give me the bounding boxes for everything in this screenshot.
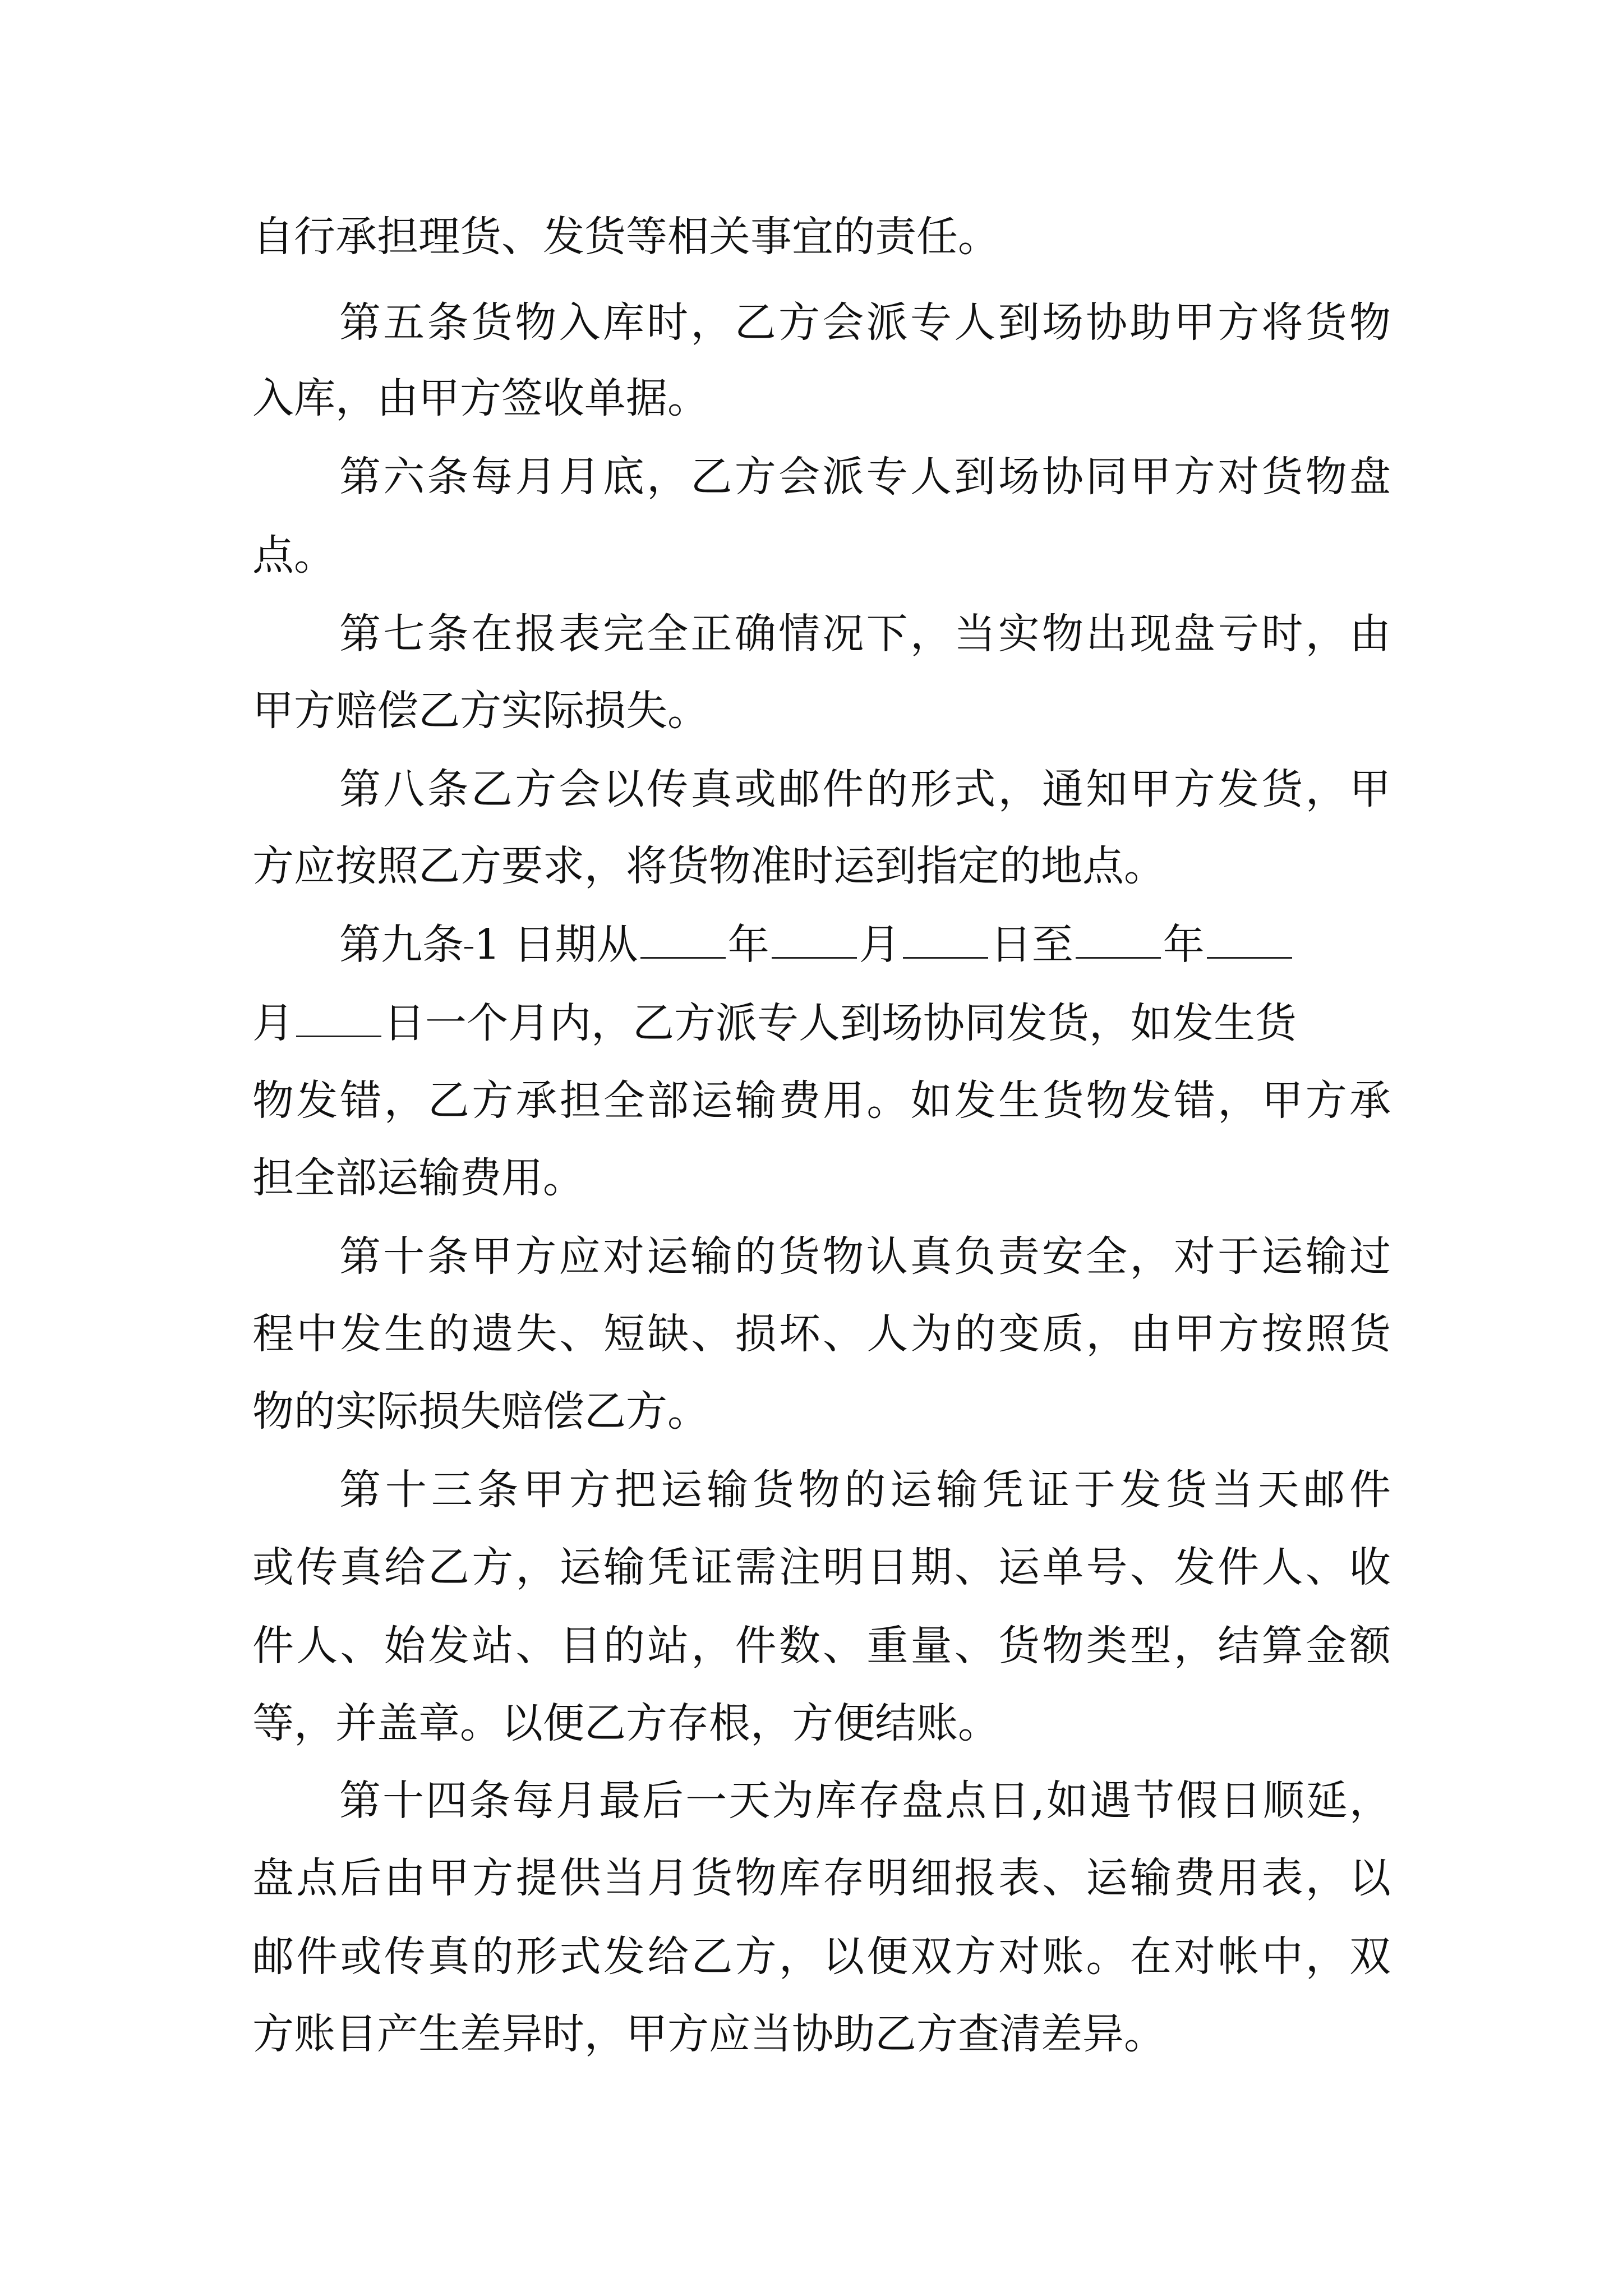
- date-blank: [640, 918, 726, 959]
- date-blank: [1076, 918, 1161, 959]
- text-line: 物发错，乙方承担全部运输费用。如发生货物发错，甲方承: [252, 1076, 1391, 1125]
- clause-nine-dash: [464, 947, 473, 949]
- text-line: 第十条甲方应对运输的货物认真负责安全，对于运输过: [339, 1232, 1391, 1281]
- date-blank: [1207, 918, 1292, 959]
- text-line: 方账目产生差异时，甲方应当协助乙方查清差异。: [252, 2010, 1165, 2058]
- month-label: 月: [859, 921, 901, 969]
- text-line: 程中发生的遗失、短缺、损坏、人为的变质，由甲方按照货: [252, 1310, 1391, 1358]
- text-line: 自行承担理货、发货等相关事宜的责任。: [252, 213, 999, 261]
- date-blank: [903, 918, 988, 959]
- text-line: 第七条在报表完全正确情况下，当实物出现盘亏时，由: [339, 610, 1391, 658]
- text-segment: 日一个月内，乙方派专人到场协同发货，如发生货: [384, 999, 1297, 1047]
- day-to-label: 日至: [990, 921, 1073, 969]
- date-blank: [296, 996, 381, 1037]
- text-line: 件人、始发站、目的站，件数、重量、货物类型，结算金额: [252, 1622, 1391, 1670]
- text-line: 方应按照乙方要求，将货物准时运到指定的地点。: [252, 842, 1165, 890]
- text-line: 第十三条甲方把运输货物的运输凭证于发货当天邮件: [339, 1466, 1391, 1514]
- text-line: 等，并盖章。以便乙方存根，方便结账。: [252, 1699, 999, 1747]
- month-label: 月: [252, 999, 294, 1047]
- date-blank: [772, 918, 857, 959]
- text-line: 邮件或传真的形式发给乙方，以便双方对账。在对帐中，双: [252, 1932, 1391, 1981]
- text-line: 担全部运输费用。: [252, 1154, 584, 1202]
- clause-nine-heading: 第九条: [339, 921, 464, 969]
- text-line: 点。: [252, 531, 335, 579]
- text-line: 或传真给乙方，运输凭证需注明日期、运单号、发件人、收: [252, 1543, 1391, 1591]
- text-line: 物的实际损失赔偿乙方。: [252, 1387, 709, 1435]
- text-line: 第五条货物入库时，乙方会派专人到场协助甲方将货物: [339, 298, 1391, 347]
- year-label: 年: [1163, 921, 1205, 969]
- text-line: 第八条乙方会以传真或邮件的形式，通知甲方发货，甲: [339, 765, 1391, 813]
- clause-nine-line: [252, 984, 1391, 1062]
- text-line: 第十四条每月最后一天为库存盘点日,如遇节假日顺延，: [339, 1777, 1391, 1825]
- text-line: 盘点后由甲方提供当月货物库存明细报表、运输费用表，以: [252, 1854, 1391, 1902]
- text-line: 第六条每月月底，乙方会派专人到场协同甲方对货物盘: [339, 453, 1391, 501]
- year-label: 年: [727, 921, 769, 969]
- clause-nine-date-line: [339, 905, 1391, 984]
- date-from-label: 1 日期从: [474, 921, 638, 969]
- text-line: 入库，由甲方签收单据。: [252, 374, 709, 422]
- text-line: 甲方赔偿乙方实际损失。: [252, 687, 709, 735]
